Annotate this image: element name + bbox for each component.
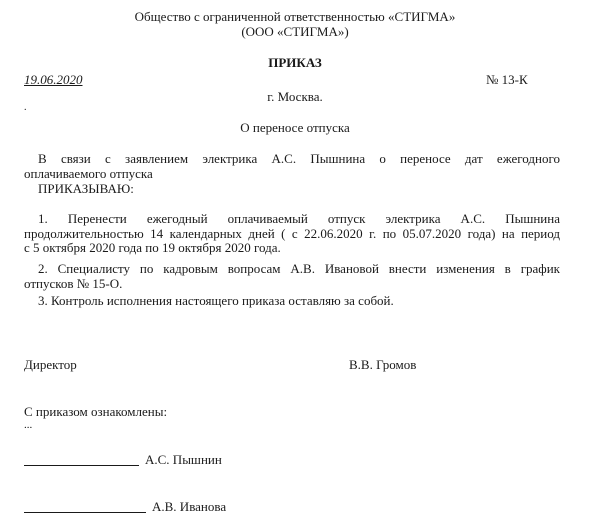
order-item-1 [24,212,560,256]
signature-line-1 [24,465,139,466]
preamble [24,152,560,181]
order-item-3: 3. Контроль исполнения настоящего приказа оставляю за собой. [38,293,394,308]
preamble-line-2: оплачиваемого отпуска [24,165,153,181]
item-1-line-2: продолжительностью 14 календарных дней ( с 22.06.2020 г. по 05.07.2020 года) на период [24,225,560,241]
order-word: ПРИКАЗЫВАЮ: [38,181,134,196]
item-1-line-3: с 5 октября 2020 года по 19 октября 2020 года. [24,240,281,255]
acquainted-person-1: А.С. Пышнин [145,452,222,467]
signature-line-2 [24,512,146,513]
order-item-2 [24,262,560,291]
item-2-line-2: отпусков № 15-О. [24,275,123,291]
signature-name: В.В. Громов [349,357,417,372]
document-title: ПРИКАЗ [268,55,322,70]
order-number: № 13-К [486,72,528,87]
company-short-name: (ООО «СТИГМА») [241,24,349,39]
acquainted-heading: С приказом ознакомлены: [24,404,168,419]
acquainted-ellipsis: ... [24,419,33,431]
acquainted-person-2: А.В. Иванова [152,499,227,514]
city: г. Москва. [267,89,323,104]
signature-position: Директор [24,357,77,372]
item-1-line-1: 1. Перенести ежегодный оплачиваемый отпуск электрика А.С. Пышнина [38,211,560,226]
item-2-line-1: 2. Специалисту по кадровым вопросам А.В. Ивановой внести изменения в график [38,261,560,276]
order-subject: О переносе отпуска [240,120,350,135]
order-date: 19.06.2020 [24,72,83,87]
dot-marker: . [24,102,27,113]
preamble-line-1: В связи с заявлением электрика А.С. Пышнина о переносе дат ежегодного [38,151,560,166]
company-full-name: Общество с ограниченной ответственностью «СТИГМА» [134,9,456,24]
